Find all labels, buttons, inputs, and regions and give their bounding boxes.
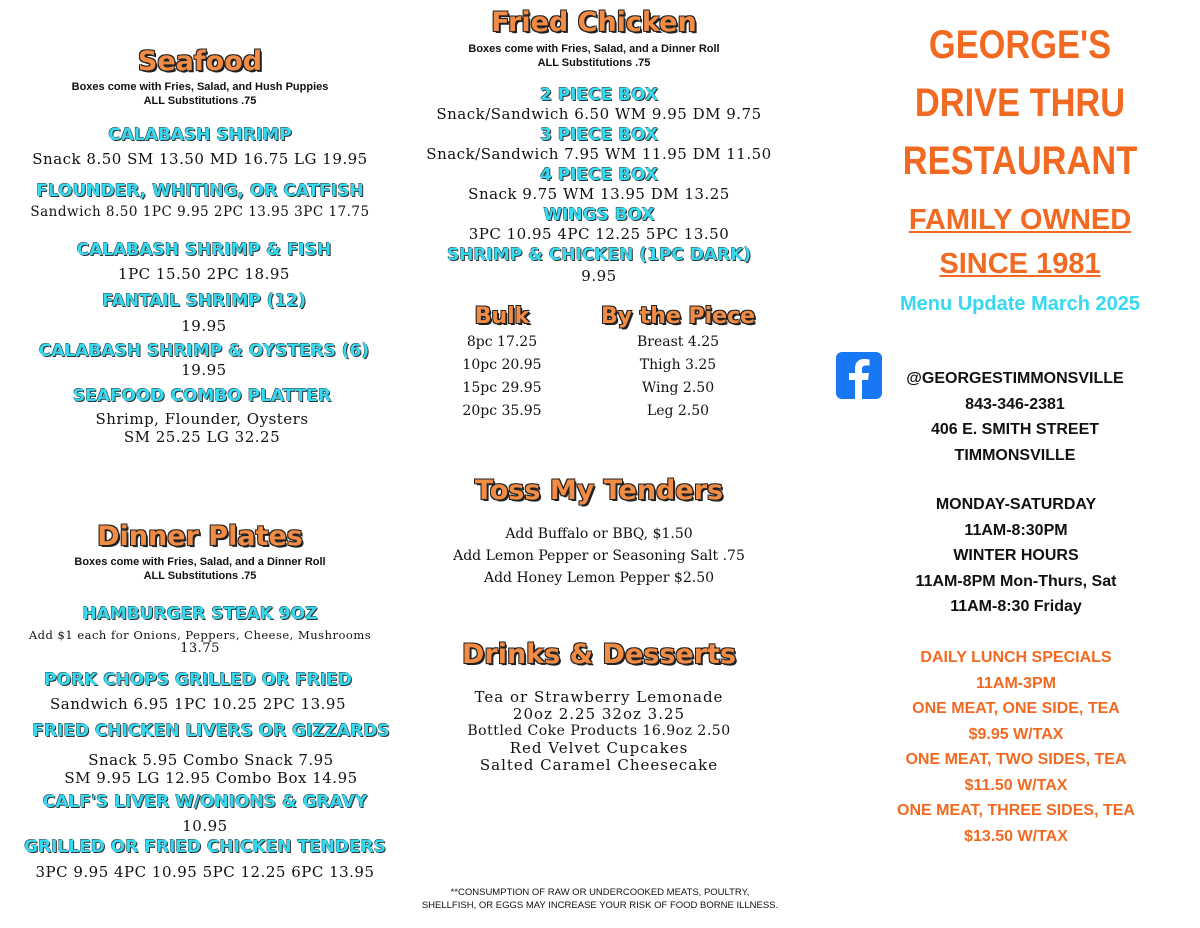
item-price: Snack 9.75 WM 13.95 DM 13.25 bbox=[468, 185, 730, 203]
menu-update: Menu Update March 2025 bbox=[899, 293, 1141, 315]
fried-chicken-title: Fried Chicken bbox=[491, 7, 697, 38]
item-name: CALABASH SHRIMP bbox=[108, 125, 292, 145]
drinks-desserts-section bbox=[404, 637, 794, 774]
restaurant-name-line: DRIVE THRU bbox=[914, 81, 1126, 125]
since-year: SINCE 1981 bbox=[939, 248, 1101, 280]
menu-item bbox=[0, 604, 400, 656]
contact-info bbox=[870, 366, 1160, 468]
item-price: 19.95 bbox=[181, 361, 227, 379]
item-name: WINGS BOX bbox=[543, 205, 655, 225]
dinner-note: Boxes come with Fries, Salad, and a Dinner Roll bbox=[74, 556, 326, 568]
menu-item bbox=[0, 341, 408, 379]
phone-number[interactable]: 843-346-2381 bbox=[965, 395, 1065, 413]
item-price-sizes: SM 9.95 LG 12.95 Combo Box 14.95 bbox=[64, 769, 358, 787]
menu-item bbox=[404, 205, 794, 243]
item-name: SHRIMP & CHICKEN (1PC DARK) bbox=[446, 245, 752, 265]
street-address: 406 E. SMITH STREET bbox=[930, 421, 1100, 438]
hours-time: 11AM-8:30PM bbox=[964, 521, 1068, 539]
bulk-section bbox=[440, 303, 564, 423]
lunch-specials bbox=[866, 645, 1166, 849]
item-price-sizes: SM 25.25 LG 32.25 bbox=[123, 428, 281, 446]
by-the-piece-title: By the Piece bbox=[600, 304, 756, 329]
menu-item bbox=[0, 291, 408, 335]
menu-item bbox=[0, 386, 404, 446]
piece-row: Breast 4.25 bbox=[636, 334, 720, 350]
disclaimer-line: SHELLFISH, OR EGGS MAY INCREASE YOUR RISK OF FOOD BORNE ILLNESS. bbox=[421, 900, 779, 911]
family-owned bbox=[840, 198, 1200, 286]
specials-time: 11AM-3PM bbox=[975, 674, 1057, 692]
menu-item bbox=[0, 837, 410, 881]
item-note: Add $1 each for Onions, Peppers, Cheese, Mushrooms bbox=[28, 628, 372, 642]
drinks-desserts-title: Drinks & Desserts bbox=[461, 639, 737, 670]
winter-hours-title: WINTER HOURS bbox=[953, 547, 1079, 564]
piece-row: Leg 2.50 bbox=[646, 403, 710, 419]
drinks-line: Salted Caramel Cheesecake bbox=[479, 756, 719, 774]
family-owned-text: FAMILY OWNED bbox=[908, 204, 1132, 236]
item-price: Snack/Sandwich 6.50 WM 9.95 DM 9.75 bbox=[436, 105, 762, 123]
item-price: 3PC 10.95 4PC 12.25 5PC 13.50 bbox=[468, 225, 730, 243]
dinner-substitutions: ALL Substitutions .75 bbox=[143, 570, 257, 582]
by-the-piece-section bbox=[590, 303, 766, 423]
bulk-row: 8pc 17.25 bbox=[466, 334, 538, 350]
item-name: FRIED CHICKEN LIVERS OR GIZZARDS bbox=[32, 721, 390, 741]
city: TIMMONSVILLE bbox=[954, 446, 1076, 464]
toss-my-tenders-title: Toss My Tenders bbox=[474, 475, 724, 506]
item-price: 19.95 bbox=[181, 317, 227, 335]
facebook-handle[interactable]: @GEORGESTIMMONSVILLE bbox=[906, 370, 1124, 387]
seafood-substitutions: ALL Substitutions .75 bbox=[143, 95, 257, 107]
seafood-title: Seafood bbox=[137, 46, 263, 77]
item-price: 13.75 bbox=[180, 641, 220, 656]
menu-item bbox=[404, 85, 794, 123]
seafood-note: Boxes come with Fries, Salad, and Hush Puppies bbox=[71, 81, 329, 93]
drinks-line: Red Velvet Cupcakes bbox=[509, 739, 689, 757]
tenders-line: Add Buffalo or BBQ, $1.50 bbox=[505, 526, 693, 542]
item-price: 10.95 bbox=[182, 817, 228, 835]
bulk-row: 15pc 29.95 bbox=[462, 380, 542, 396]
item-name: CALF'S LIVER W/ONIONS & GRAVY bbox=[42, 792, 368, 812]
bulk-row: 10pc 20.95 bbox=[462, 357, 542, 373]
menu-item bbox=[0, 792, 410, 835]
tenders-line: Add Honey Lemon Pepper $2.50 bbox=[483, 570, 715, 586]
bulk-title: Bulk bbox=[474, 304, 530, 329]
specials-title: DAILY LUNCH SPECIALS bbox=[920, 649, 1112, 666]
item-name: 3 PIECE BOX bbox=[539, 125, 659, 145]
piece-row: Thigh 3.25 bbox=[639, 357, 717, 373]
special-item: ONE MEAT, THREE SIDES, TEA bbox=[897, 802, 1135, 819]
hours-days: MONDAY-SATURDAY bbox=[935, 496, 1097, 513]
item-name: CALABASH SHRIMP & FISH bbox=[76, 240, 332, 260]
menu-item bbox=[0, 240, 408, 283]
item-name: 2 PIECE BOX bbox=[539, 85, 659, 105]
dinner-plates-title: Dinner Plates bbox=[97, 521, 303, 552]
menu-item bbox=[404, 125, 794, 163]
special-item: ONE MEAT, ONE SIDE, TEA bbox=[912, 700, 1120, 717]
drinks-line: Tea or Strawberry Lemonade bbox=[474, 688, 724, 706]
item-price: Shrimp, Flounder, Oysters bbox=[95, 410, 309, 428]
restaurant-name bbox=[840, 16, 1200, 190]
item-price: 1PC 15.50 2PC 18.95 bbox=[118, 265, 290, 283]
item-name: SEAFOOD COMBO PLATTER bbox=[72, 386, 332, 406]
item-price: Snack 8.50 SM 13.50 MD 16.75 LG 19.95 bbox=[32, 150, 368, 168]
special-price: $9.95 W/TAX bbox=[968, 725, 1064, 743]
seafood-section bbox=[0, 44, 400, 108]
item-name: PORK CHOPS GRILLED OR FRIED bbox=[44, 670, 352, 690]
drinks-line: Bottled Coke Products 16.9oz 2.50 bbox=[467, 723, 731, 739]
menu-item bbox=[0, 181, 400, 221]
fried-chicken-note: Boxes come with Fries, Salad, and a Dinner Roll bbox=[468, 43, 720, 55]
menu-item bbox=[404, 165, 794, 203]
item-name: 4 PIECE BOX bbox=[539, 165, 659, 185]
menu-item bbox=[0, 721, 422, 787]
item-name: GRILLED OR FRIED CHICKEN TENDERS bbox=[24, 837, 386, 857]
special-price: $11.50 W/TAX bbox=[964, 776, 1068, 794]
winter-hours-line: 11AM-8:30 Friday bbox=[950, 598, 1082, 615]
item-price: Snack/Sandwich 7.95 WM 11.95 DM 11.50 bbox=[426, 145, 772, 163]
hours-info bbox=[866, 492, 1166, 620]
winter-hours-line: 11AM-8PM Mon-Thurs, Sat bbox=[915, 572, 1117, 590]
fried-chicken-section bbox=[394, 4, 794, 70]
bulk-row: 20pc 35.95 bbox=[462, 403, 542, 419]
item-price: Sandwich 8.50 1PC 9.95 2PC 13.95 3PC 17.75 bbox=[30, 204, 370, 220]
item-price: 9.95 bbox=[581, 267, 617, 285]
toss-my-tenders-section bbox=[404, 473, 794, 589]
item-price: Snack 5.95 Combo Snack 7.95 bbox=[88, 751, 334, 769]
restaurant-name-line: GEORGE'S bbox=[928, 23, 1112, 67]
fried-chicken-substitutions: ALL Substitutions .75 bbox=[537, 57, 651, 69]
item-price: 3PC 9.95 4PC 10.95 5PC 12.25 6PC 13.95 bbox=[35, 863, 375, 881]
item-name: FLOUNDER, WHITING, OR CATFISH bbox=[36, 181, 364, 201]
disclaimer-line: **CONSUMPTION OF RAW OR UNDERCOOKED MEATS, POULTRY, bbox=[450, 887, 750, 898]
item-name: FANTAIL SHRIMP (12) bbox=[102, 291, 306, 311]
item-price: Sandwich 6.95 1PC 10.25 2PC 13.95 bbox=[49, 695, 347, 713]
special-item: ONE MEAT, TWO SIDES, TEA bbox=[905, 751, 1127, 768]
special-price: $13.50 W/TAX bbox=[964, 827, 1068, 845]
menu-item bbox=[404, 245, 794, 285]
drinks-line: 20oz 2.25 32oz 3.25 bbox=[512, 705, 686, 723]
item-name: CALABASH SHRIMP & OYSTERS (6) bbox=[38, 341, 370, 361]
menu-item bbox=[0, 125, 400, 168]
tenders-line: Add Lemon Pepper or Seasoning Salt .75 bbox=[453, 548, 745, 564]
item-name: HAMBURGER STEAK 9OZ bbox=[82, 604, 318, 624]
restaurant-name-line: RESTAURANT bbox=[902, 139, 1138, 183]
menu-item bbox=[0, 670, 396, 713]
dinner-plates-section bbox=[0, 519, 400, 583]
food-safety-disclaimer bbox=[380, 886, 820, 912]
piece-row: Wing 2.50 bbox=[641, 380, 715, 396]
